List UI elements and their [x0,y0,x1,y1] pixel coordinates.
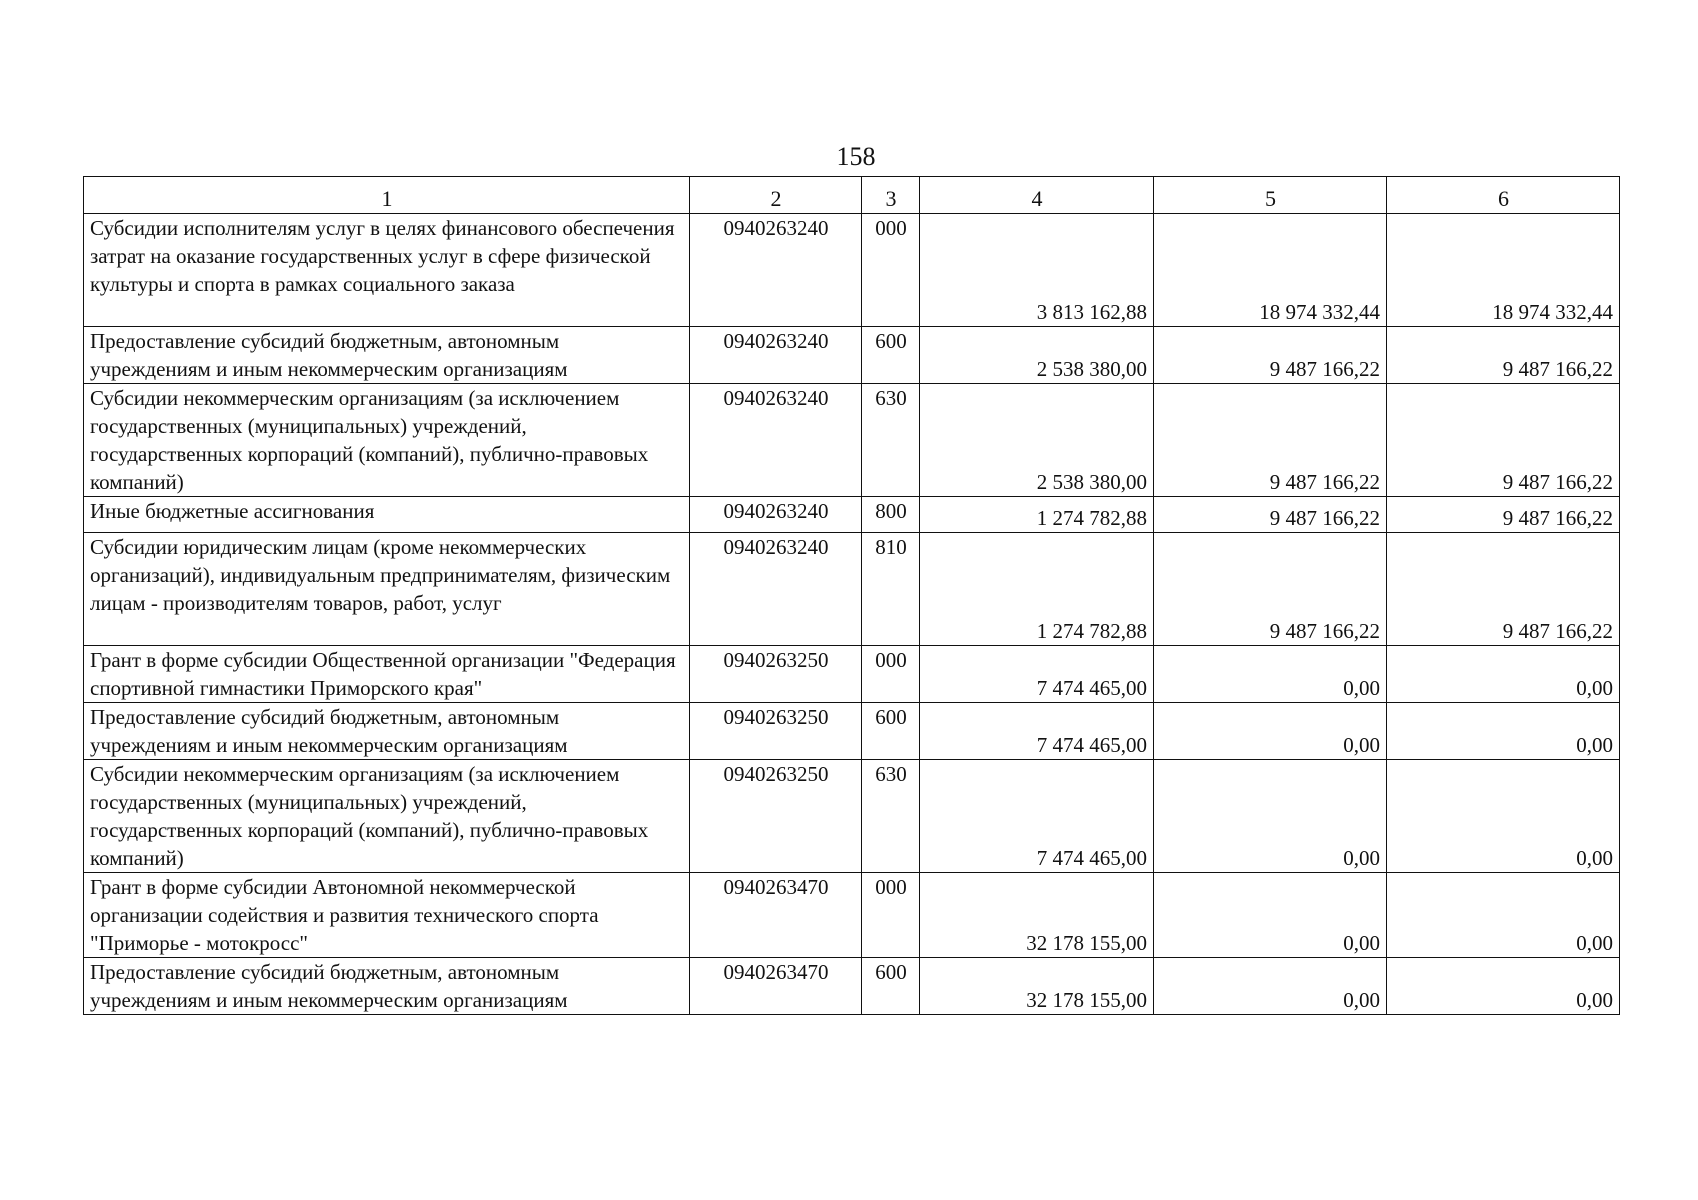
amount-col-4: 2 538 380,00 [920,384,1154,497]
expense-type: 000 [862,646,920,703]
amount-col-4: 32 178 155,00 [920,958,1154,1015]
table-row [84,214,1620,327]
table-row [84,760,1620,873]
column-header-2: 2 [690,177,862,214]
target-code: 0940263470 [690,958,862,1015]
expense-name: Грант в форме субсидии Автономной некоммерческой организации содействия и развития технического спорта "Приморье - мотокросс" [84,873,690,958]
expense-type: 630 [862,760,920,873]
table-row [84,384,1620,497]
amount-col-6: 0,00 [1387,958,1620,1015]
expense-type: 600 [862,958,920,1015]
expense-name: Субсидии исполнителям услуг в целях финансового обеспечения затрат на оказание государственных услуг в сфере физической культуры и спорта в рамках социального заказа [84,214,690,327]
table-row [84,327,1620,384]
amount-col-6: 0,00 [1387,760,1620,873]
amount-col-6: 9 487 166,22 [1387,533,1620,646]
amount-col-5: 9 487 166,22 [1154,327,1387,384]
amount-col-5: 0,00 [1154,760,1387,873]
expense-type: 630 [862,384,920,497]
expense-name: Иные бюджетные ассигнования [84,497,690,533]
expense-name: Предоставление субсидий бюджетным, автономным учреждениям и иным некоммерческим организациям [84,327,690,384]
amount-col-5: 0,00 [1154,873,1387,958]
table-row [84,958,1620,1015]
table-row [84,533,1620,646]
page-number: 158 [836,142,876,171]
expense-name: Предоставление субсидий бюджетным, автономным учреждениям и иным некоммерческим организациям [84,703,690,760]
target-code: 0940263240 [690,384,862,497]
expense-name: Субсидии некоммерческим организациям (за исключением государственных (муниципальных) учреждений, государственных корпораций (компаний), публично-правовых компаний) [84,760,690,873]
column-header-3: 3 [862,177,920,214]
amount-col-4: 7 474 465,00 [920,760,1154,873]
target-code: 0940263240 [690,327,862,384]
amount-col-6: 18 974 332,44 [1387,214,1620,327]
target-code: 0940263470 [690,873,862,958]
amount-col-6: 9 487 166,22 [1387,497,1620,533]
amount-col-6: 0,00 [1387,646,1620,703]
amount-col-5: 18 974 332,44 [1154,214,1387,327]
amount-col-4: 7 474 465,00 [920,646,1154,703]
table-row [84,497,1620,533]
expense-type: 000 [862,873,920,958]
amount-col-5: 0,00 [1154,703,1387,760]
amount-col-6: 9 487 166,22 [1387,384,1620,497]
amount-col-5: 0,00 [1154,958,1387,1015]
amount-col-4: 32 178 155,00 [920,873,1154,958]
target-code: 0940263250 [690,760,862,873]
column-header-5: 5 [1154,177,1387,214]
amount-col-4: 1 274 782,88 [920,533,1154,646]
amount-col-4: 2 538 380,00 [920,327,1154,384]
expense-type: 000 [862,214,920,327]
amount-col-5: 0,00 [1154,646,1387,703]
expense-name: Субсидии юридическим лицам (кроме некоммерческих организаций), индивидуальным предпринимателям, физическим лицам - производителям товаров, работ, услуг [84,533,690,646]
amount-col-6: 9 487 166,22 [1387,327,1620,384]
target-code: 0940263250 [690,646,862,703]
amount-col-5: 9 487 166,22 [1154,497,1387,533]
target-code: 0940263250 [690,703,862,760]
expense-type: 810 [862,533,920,646]
amount-col-6: 0,00 [1387,873,1620,958]
target-code: 0940263240 [690,533,862,646]
target-code: 0940263240 [690,497,862,533]
column-header-1: 1 [84,177,690,214]
expense-name: Предоставление субсидий бюджетным, автономным учреждениям и иным некоммерческим организациям [84,958,690,1015]
expense-type: 600 [862,703,920,760]
target-code: 0940263240 [690,214,862,327]
expense-type: 800 [862,497,920,533]
amount-col-4: 7 474 465,00 [920,703,1154,760]
budget-table [83,176,1620,1015]
table-row [84,646,1620,703]
expense-name: Грант в форме субсидии Общественной организации "Федерация спортивной гимнастики Приморского края" [84,646,690,703]
amount-col-6: 0,00 [1387,703,1620,760]
amount-col-4: 3 813 162,88 [920,214,1154,327]
table-row [84,703,1620,760]
column-header-4: 4 [920,177,1154,214]
amount-col-4: 1 274 782,88 [920,497,1154,533]
expense-name: Субсидии некоммерческим организациям (за исключением государственных (муниципальных) учреждений, государственных корпораций (компаний), публично-правовых компаний) [84,384,690,497]
table-row [84,873,1620,958]
amount-col-5: 9 487 166,22 [1154,384,1387,497]
amount-col-5: 9 487 166,22 [1154,533,1387,646]
column-header-6: 6 [1387,177,1620,214]
header-row [84,177,1620,214]
expense-type: 600 [862,327,920,384]
